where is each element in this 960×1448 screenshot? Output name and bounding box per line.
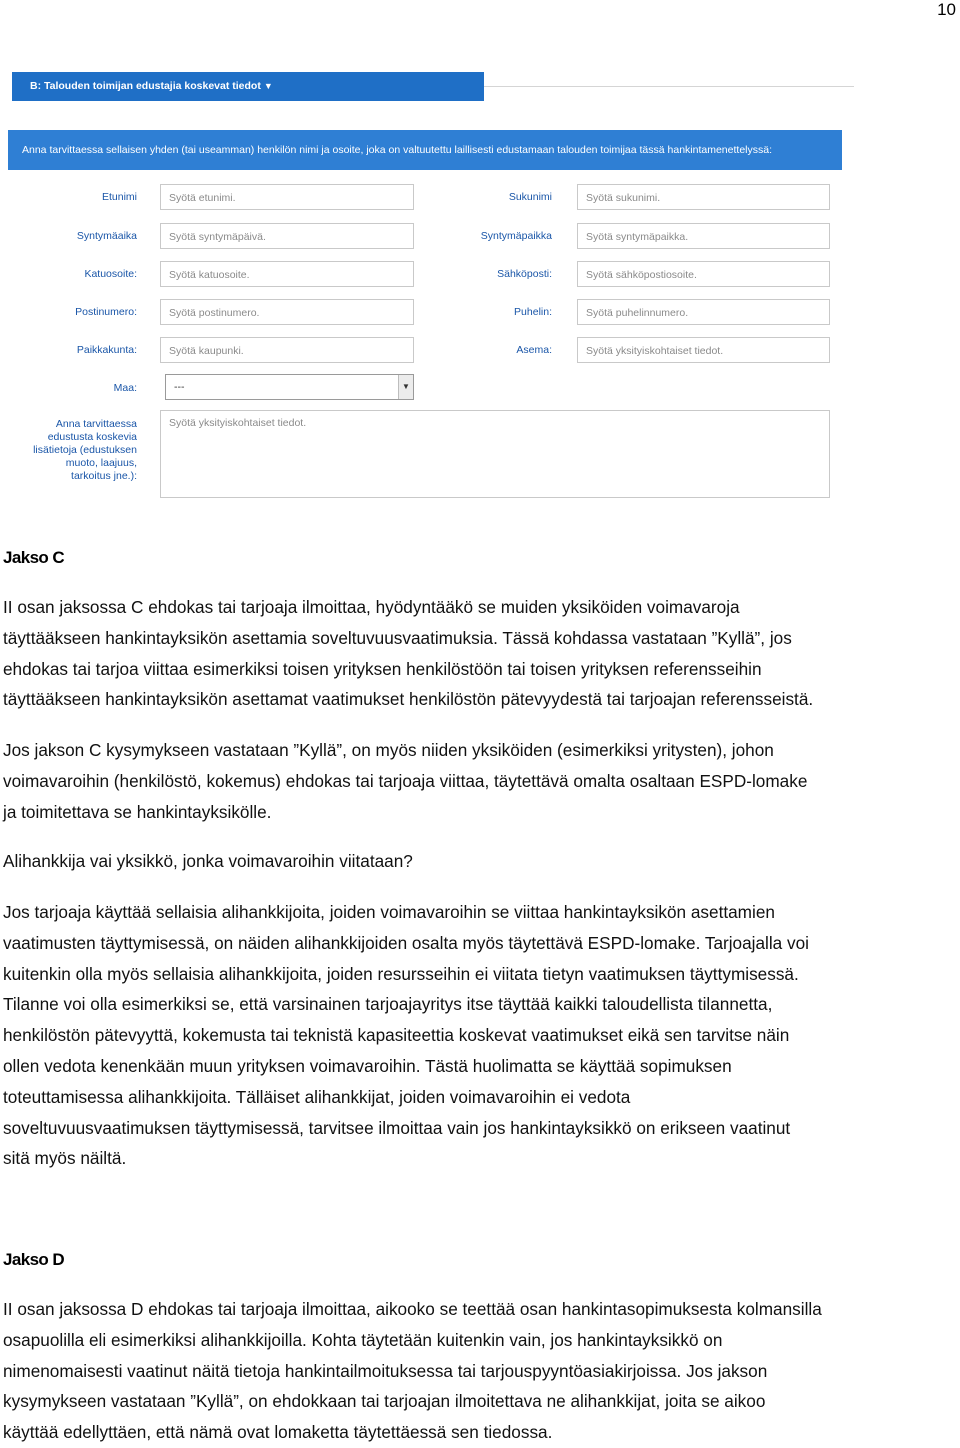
- section-b-title: B: Talouden toimijan edustajia koskevat tiedot: [30, 80, 261, 92]
- section-d-heading: Jakso D: [3, 1250, 65, 1269]
- section-c-paragraph-3: Jos tarjoaja käyttää sellaisia alihankkijoita, joiden voimavaroihin se viittaa hankintayksikön asettamien vaatimusten täyttymisessä, on näiden alihankkijoiden osalta myös täytettävä ESPD-lomake. Tarjoajalla voi kuitenkin olla myös sellaisia alihankkijoita, joiden resursseihin ei viitata tietyn vaatimuksen täyttymisessä. Tilanne voi olla esimerkiksi se, että varsinainen tarjoajayritys itse täyttää kaikki taloudellista tilannetta, henkilöstön pätevyyttä, kokemusta tai teknistä kapasiteettia koskevat vaatimukset eikä sen tarvitse näin ollen vedota kenenkään muun yrityksen voimavaroihin. Tästä huolimatta se käyttää sopimuksen toteuttamisessa alihankkijoita. Tälläiset alihankkijat, joiden voimavaroihin ei vedota soveltuvuusvaatimuksen täyttymisessä, tarvitsee ilmoittaa vain jos hankintayksikkö on erikseen vaatinut sitä myös näiltä.: [3, 902, 809, 1169]
- last-name-label: Sukunimi: [508, 191, 552, 203]
- birth-date-label: Syntymäaika: [76, 230, 137, 242]
- phone-input[interactable]: Syötä puhelinnumero.: [577, 299, 830, 325]
- street-address-input[interactable]: Syötä katuosoite.: [160, 261, 414, 287]
- birth-place-label: Syntymäpaikka: [480, 230, 552, 242]
- country-select-value: ---: [174, 381, 185, 393]
- form-screenshot: [0, 60, 860, 500]
- city-label: Paikkakunta:: [76, 344, 137, 356]
- email-label: Sähköposti:: [497, 268, 552, 280]
- postal-code-label: Postinumero:: [75, 306, 137, 318]
- last-name-input[interactable]: Syötä sukunimi.: [577, 184, 830, 210]
- section-c-heading: Jakso C: [3, 548, 65, 567]
- chevron-down-icon: ▼: [263, 81, 273, 91]
- first-name-label: Etunimi: [101, 191, 137, 203]
- additional-info-textarea[interactable]: Syötä yksityiskohtaiset tiedot.: [160, 410, 830, 498]
- page-number: 10: [937, 0, 956, 19]
- first-name-input[interactable]: Syötä etunimi.: [160, 184, 414, 210]
- position-label: Asema:: [516, 344, 552, 356]
- position-input[interactable]: Syötä yksityiskohtaiset tiedot.: [577, 337, 830, 363]
- dropdown-arrow-icon[interactable]: ▼: [398, 375, 413, 399]
- section-c-paragraph-2: Jos jakson C kysymykseen vastataan ”Kyllä”, on myös niiden yksiköiden (esimerkiksi yritysten), johon voimavaroihin (henkilöstö, kokemus) ehdokas tai tarjoaja viittaa, täytettävä omalta osaltaan ESPD-lomake ja toimitettava se hankintayksikölle.: [3, 740, 808, 822]
- instruction-banner: Anna tarvittaessa sellaisen yhden (tai useamman) henkilön nimi ja osoite, joka on valtuutettu laillisesti edustamaan talouden toimijaa tässä hankintamenettelyssä:: [8, 130, 842, 170]
- section-d-paragraph-1: II osan jaksossa D ehdokas tai tarjoaja ilmoittaa, aikooko se teettää osan hankintasopimuksesta kolmansilla osapuolilla eli esimerkiksi alihankkijoilla. Kohta täytetään kuitenkin vain, jos hankintayksikkö on nimenomaisesti vaatinut näitä tietoja hankintailmoituksessa tai tarjouspyyntöasiakirjoissa. Jos jakson kysymykseen vastataan ”Kyllä”, on ehdokkaan tai tarjoajan ilmoitettava ne alihankkijat, joita se aikoo käyttää edellyttäen, että nämä ovat lomaketta täytettäessä sen tiedossa.: [3, 1299, 822, 1443]
- section-divider: [484, 86, 854, 87]
- section-c-subheading: Alihankkija vai yksikkö, jonka voimavaroihin viitataan?: [3, 851, 413, 871]
- additional-info-label: Anna tarvittaessa edustusta koskevia lisätietoja (edustuksen muoto, laajuus, tarkoitus jne.):: [33, 418, 137, 482]
- section-b-header[interactable]: [12, 72, 484, 101]
- birth-date-input[interactable]: Syötä syntymäpäivä.: [160, 223, 414, 249]
- email-input[interactable]: Syötä sähköpostiosoite.: [577, 261, 830, 287]
- country-label: Maa:: [113, 382, 137, 394]
- postal-code-input[interactable]: Syötä postinumero.: [160, 299, 414, 325]
- street-address-label: Katuosoite:: [84, 268, 137, 280]
- section-c-paragraph-1: II osan jaksossa C ehdokas tai tarjoaja ilmoittaa, hyödyntääkö se muiden yksiköiden voimavaroja täyttääkseen hankintayksikön asettamia soveltuvuusvaatimuksia. Tässä kohdassa vastataan ”Kyllä”, jos ehdokas tai tarjoa viittaa esimerkiksi toisen yrityksen henkilöstöön tai toisen yrityksen referensseihin täyttääkseen hankintayksikön asettamat vaatimukset henkilöstön pätevyydestä tai tarjoajan referensseistä.: [3, 597, 814, 710]
- city-input[interactable]: Syötä kaupunki.: [160, 337, 414, 363]
- birth-place-input[interactable]: Syötä syntymäpaikka.: [577, 223, 830, 249]
- country-select[interactable]: [165, 374, 414, 400]
- phone-label: Puhelin:: [514, 306, 552, 318]
